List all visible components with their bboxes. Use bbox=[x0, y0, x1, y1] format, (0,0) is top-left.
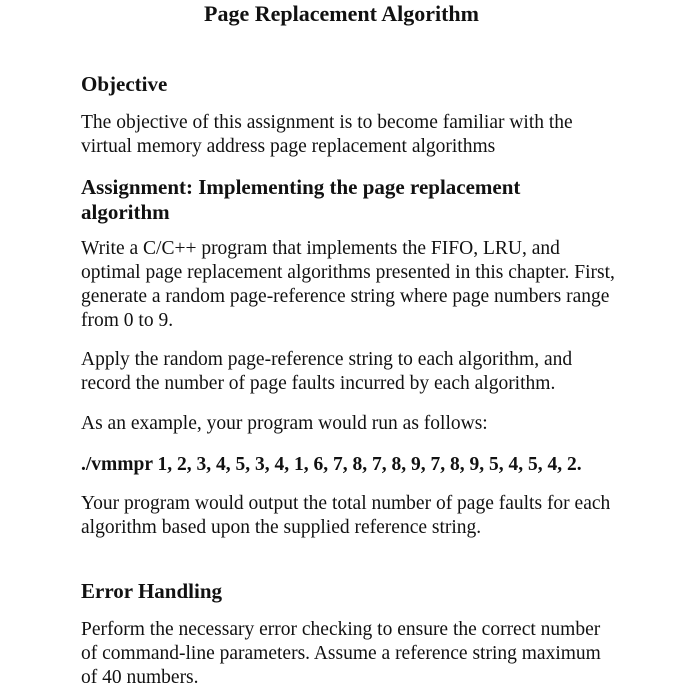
error-handling-heading: Error Handling bbox=[81, 579, 223, 603]
objective-text: The objective of this assignment is to become familiar with the virtual memory address page replacement algorithms bbox=[81, 112, 573, 157]
objective-heading: Objective bbox=[81, 72, 168, 96]
assignment-paragraph-3: As an example, your program would run as follows: bbox=[81, 413, 488, 434]
assignment-paragraph-1: Write a C/C++ program that implements the FIFO, LRU, and optimal page replacement algorithms presented in this chapter. First, generate a random page-reference string where page numbers range from 0 to 9. bbox=[81, 238, 615, 331]
error-handling-text: Perform the necessary error checking to ensure the correct number of command-line parameters. Assume a reference string maximum of 40 numbers. bbox=[81, 619, 601, 688]
assignment-paragraph-2: Apply the random page-reference string to each algorithm, and record the number of page faults incurred by each algorithm. bbox=[81, 349, 573, 394]
example-command: ./vmmpr 1, 2, 3, 4, 5, 3, 4, 1, 6, 7, 8, 7, 8, 9, 7, 8, 9, 5, 4, 5, 4, 2. bbox=[81, 454, 582, 475]
assignment-paragraph-4: Your program would output the total number of page faults for each algorithm based upon the supplied reference string. bbox=[81, 493, 611, 538]
page-title: Page Replacement Algorithm bbox=[204, 1, 479, 26]
assignment-heading: Assignment: Implementing the page replacement algorithm bbox=[81, 175, 521, 224]
